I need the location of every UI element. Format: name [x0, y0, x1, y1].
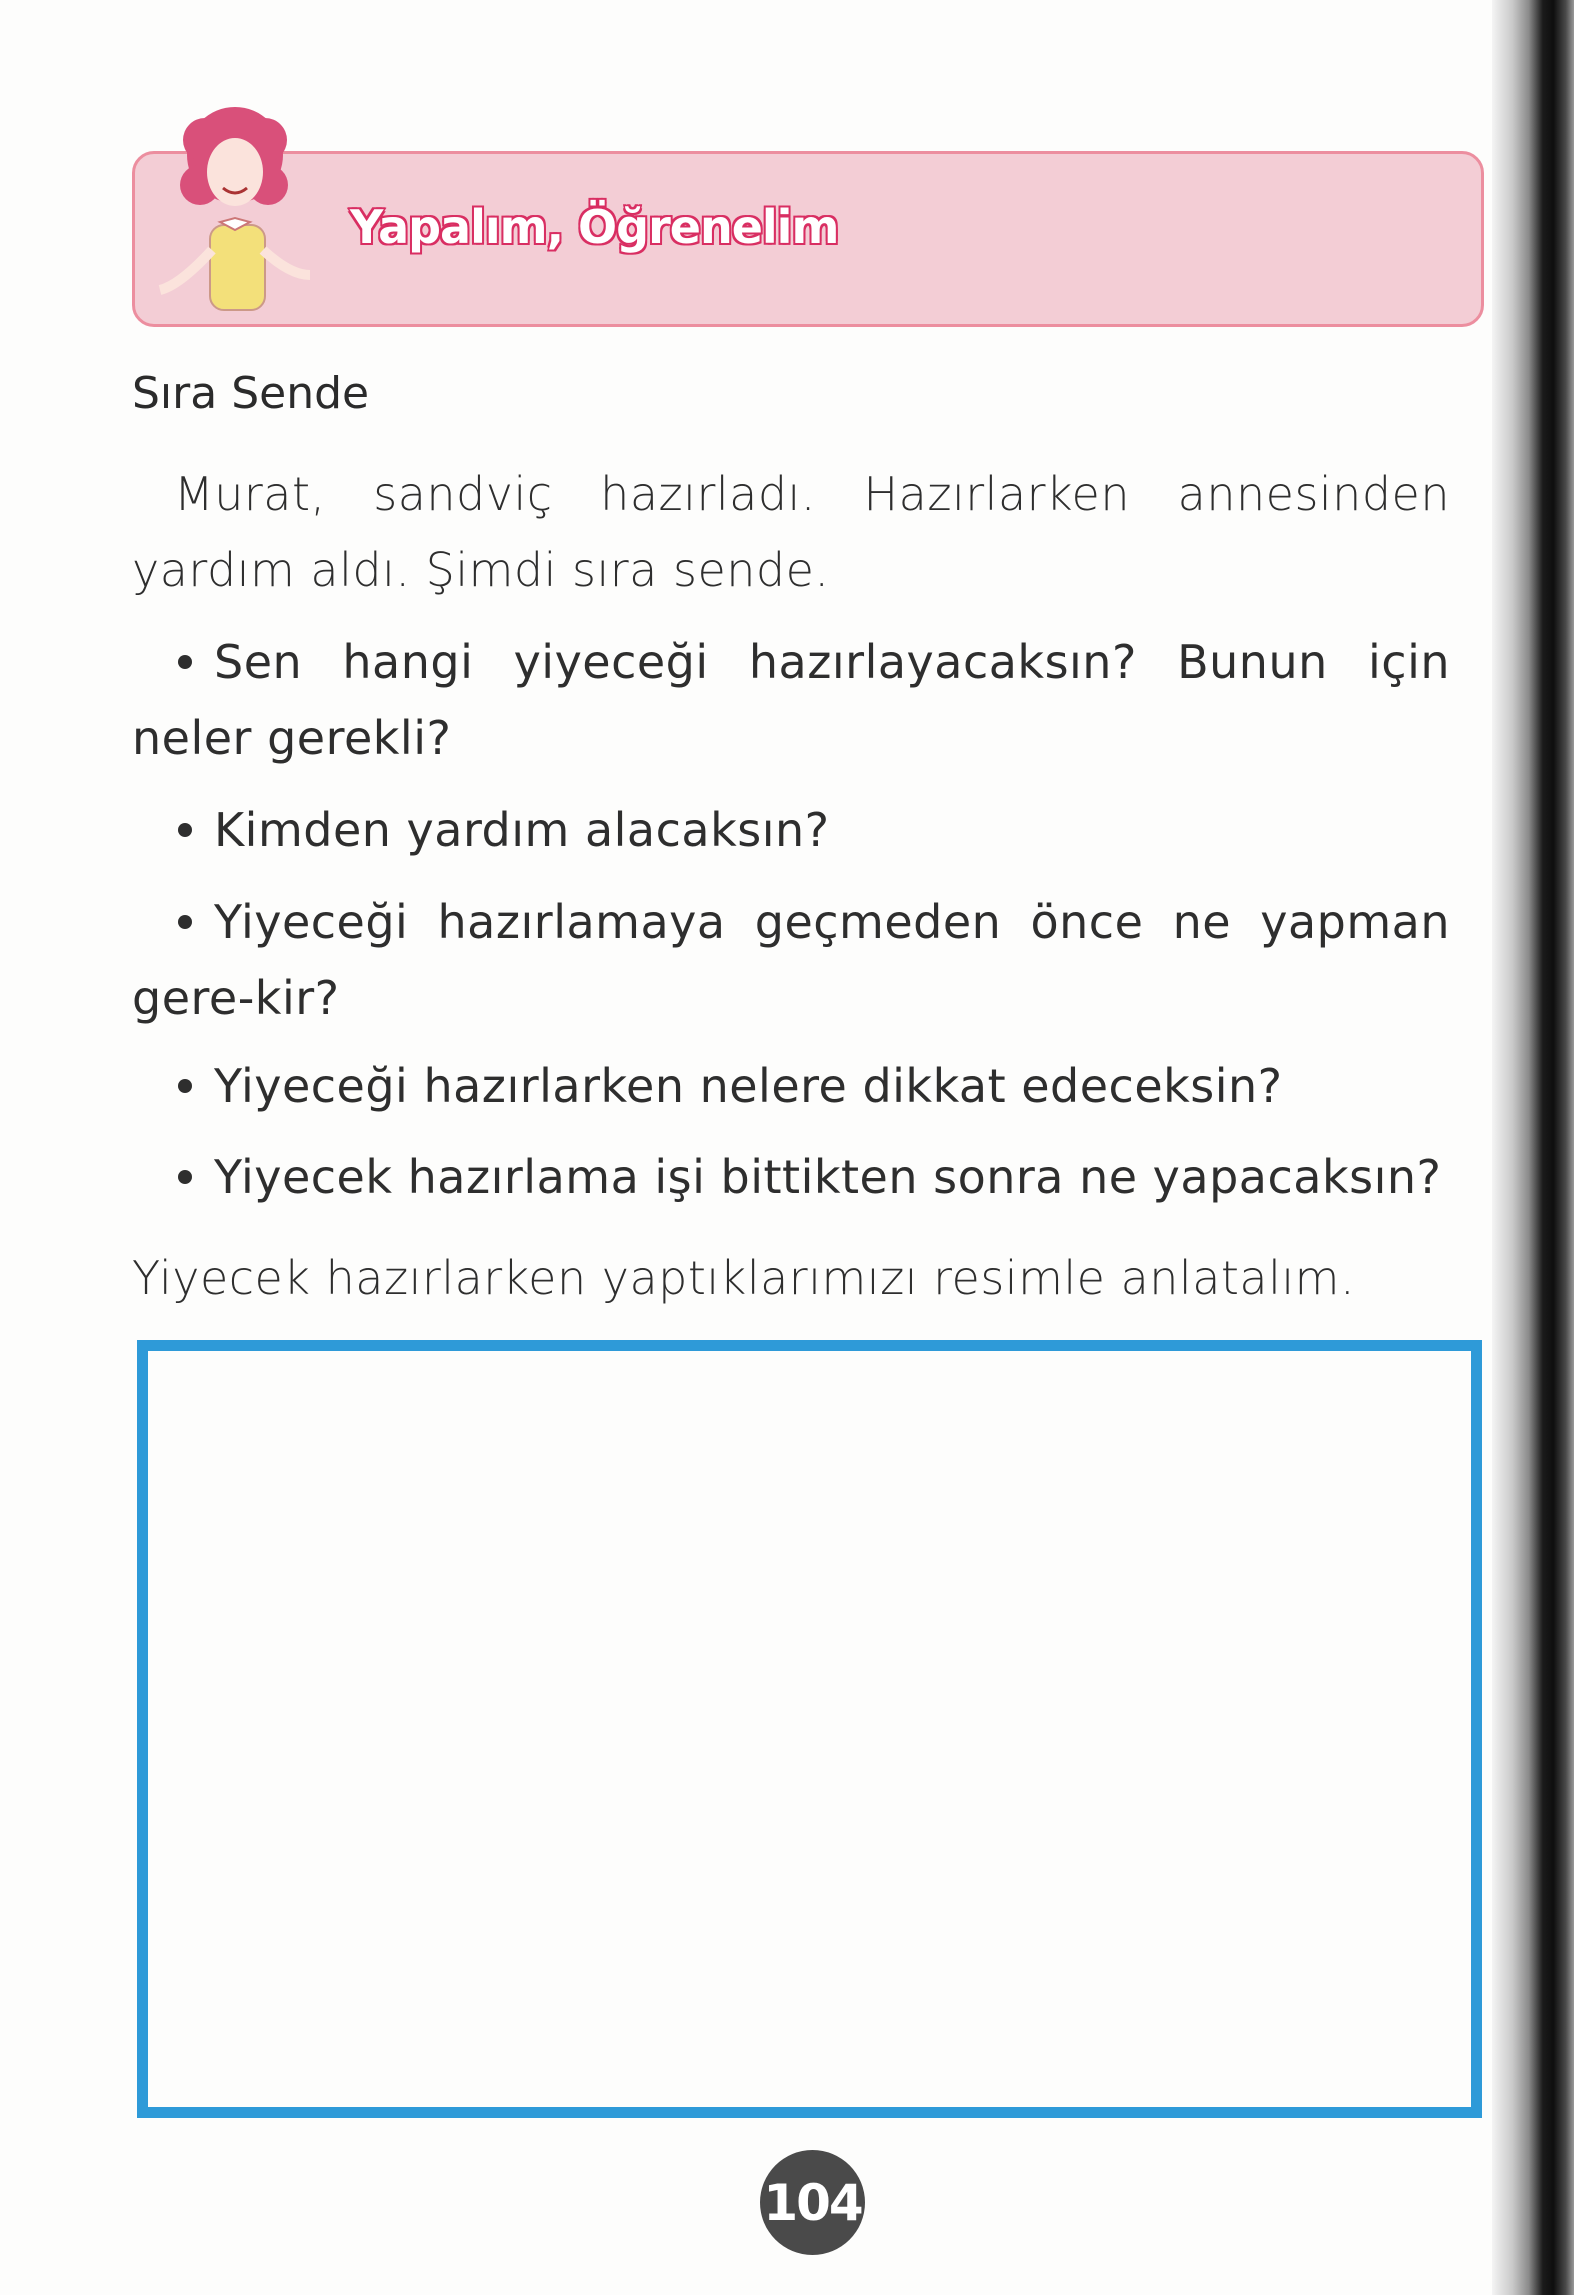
intro-paragraph: Murat, sandviç hazırladı. Hazırlarken annesinden yardım aldı. Şimdi sıra sende. [132, 467, 1450, 597]
question-text: Sen hangi yiyeceği hazırlayacaksın? Bunun için neler gerekli? [132, 635, 1450, 765]
question-text: Yiyeceği hazırlamaya geçmeden önce ne yapman gere-kir? [132, 895, 1450, 1025]
bullet-icon [178, 1079, 192, 1093]
page-number: 104 [760, 2150, 865, 2255]
question-text: Yiyecek hazırlama işi bittikten sonra ne yapacaksın? [214, 1150, 1442, 1204]
girl-illustration-icon [150, 100, 325, 325]
section-heading: Sıra Sende [132, 368, 370, 419]
instruction-text: Yiyecek hazırlarken yaptıklarımızı resimle anlatalım. [132, 1251, 1356, 1305]
bullet-icon [178, 823, 192, 837]
page-binding-shadow [1492, 0, 1574, 2295]
bullet-icon [178, 915, 192, 929]
question-text: Kimden yardım alacaksın? [214, 803, 830, 857]
question-item [132, 884, 1450, 1036]
bullet-icon [178, 1170, 192, 1184]
question-item [132, 1139, 1450, 1215]
banner-title: Yapalım, Öğrenelim [350, 200, 839, 254]
bullet-icon [178, 655, 192, 669]
question-item [132, 624, 1450, 776]
question-item [132, 792, 1450, 868]
question-item [132, 1048, 1450, 1124]
question-text: Yiyeceği hazırlarken nelere dikkat edeceksin? [214, 1059, 1283, 1113]
drawing-area[interactable] [137, 1340, 1482, 2118]
